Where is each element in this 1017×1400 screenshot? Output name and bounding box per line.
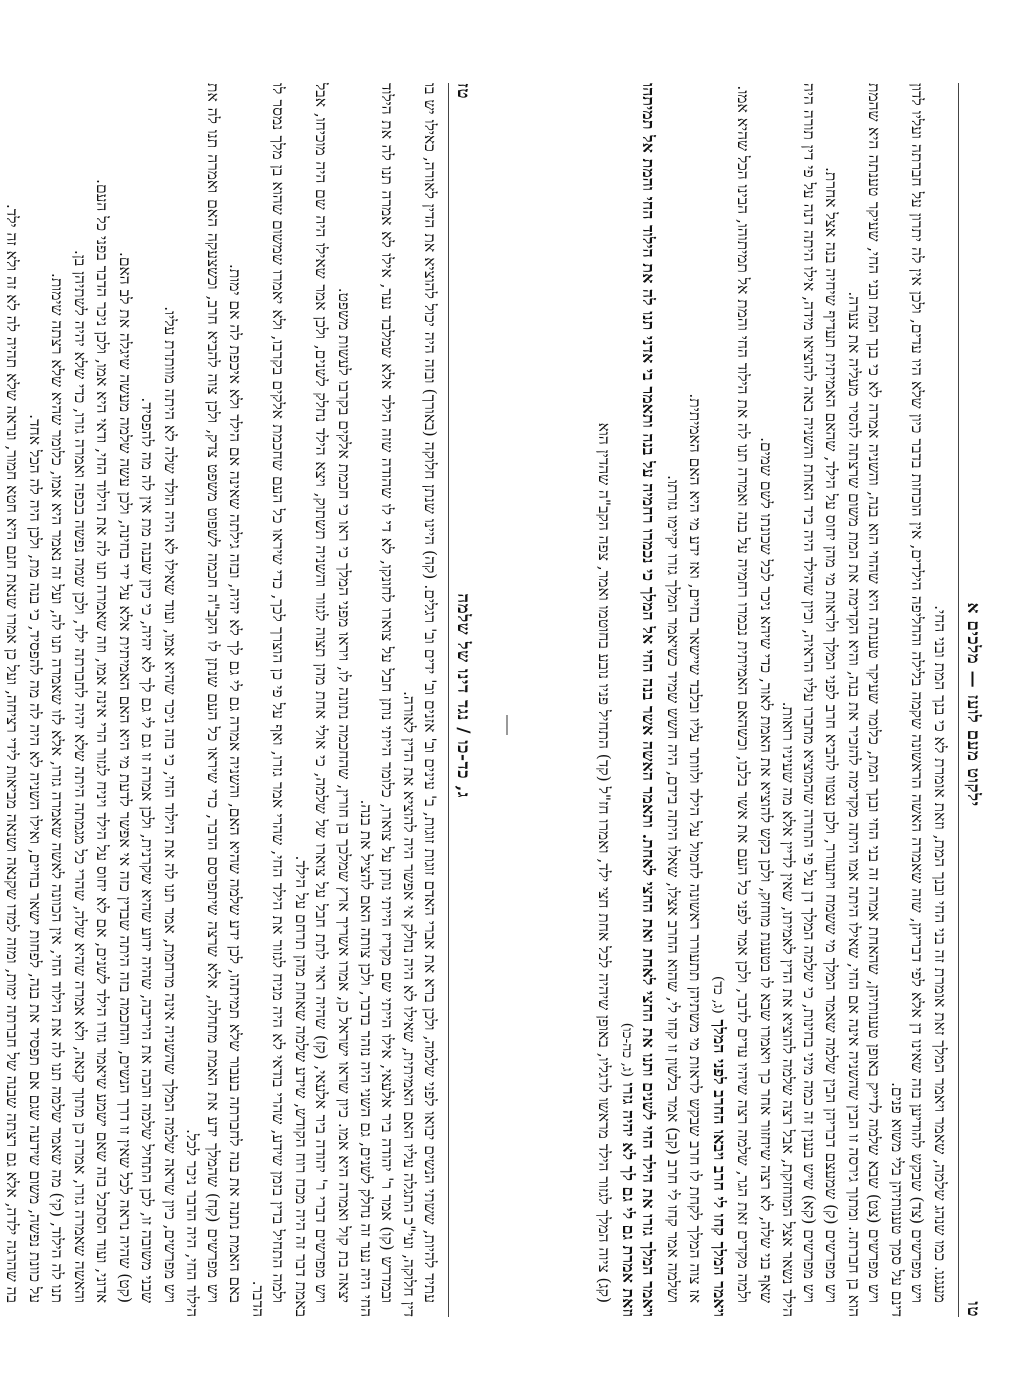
verse-reference: (ג, כד) <box>709 975 726 1014</box>
paragraph: ולמה התחיל בדין בזמן שידע, שהרי בודאי לא היה מניח לגזור את הילד החי, שהרי אמר גזרו, ואף על פי כן הוצרך לכך, כדי שיראו כל העם שחכמת אלקים בקרבו, ולא יאמרו שמשום שהוא בן מלך נמסר לו הדבר. <box>248 83 287 1317</box>
paragraph: ובמדרש (קו) אמר ר' יהודה ביר אלעאי, אילו הייתי שם מקריז הייתי נותן על צוארו, כלומר הייתי נותן חבל על צוארו לחונקו, לא די לו שהודה שזה הילד אלא שמלבד נער, אילו לא אמרה תנו לה את הילוד החי היה נער זה נחלק לשנים, גם השני היה נזהר בדבר, ולכן צותה האם להציל את בנה. <box>357 83 396 1317</box>
paragraph: שבני משובה זו, לכן התחיל שלמה והכה את היריבה, שהיה ידוע שהיא שקרנית, ולכן אמרה זו גם לי גם לך לא יהיה, כי כיון שבנה מת אין לה מה להפסיד. <box>138 397 156 1303</box>
paragraph: ויש מפרשים (צט) שבא שלמה לדייק באופן טענותיהן, שהאחת אמרה זה בני החי ובנך המת, כלומר שעיקר טענתה היא שהחי הוא בנה, והשניה אמרה לא כי בנך המת ובני החי, שעיקר טענתה היא שהמת הוא בן חברתה. ומתוך גירסה זו הבין שהשניה אינה אם החי, שאילו היתה אמו היתה מקדימה להזכיר את בנה, והיא הקדימה את המת משום שרצתה להסיר מעליה את צערה. <box>844 83 883 1317</box>
right-running-head <box>958 83 983 1317</box>
paragraph: (קט) שהיה נראה לכל שאין זו דרך הנשים, והחכמה בזה היתה שבדין כזה אי אפשר לדעת מי היא האם האמיתית אלא על ידי בחינה, ולכן עשה שלמה מעשה שיגלה את לב האם. <box>115 251 134 1303</box>
paragraph: יצאה בת קול ואמרה היא אמו. כיון שראו ישראל כן, אמרו אשריך ארץ שמלכך בן חורין, שהחכמה נתונה לו, ויראו מפני המלך כי ראו כי חכמת אלקים בקרבו לעשות משפט. <box>334 287 353 1303</box>
gutter-mark <box>506 715 508 735</box>
paragraph: אז צוה המלך לקחת לו חרב שבקש לראות מי משתיהן תתעורר ראשונה לחמול על הילד ולוותר עליו ובלבד שיישאר בחיים, ואז ידע מי היא האם האמיתית. <box>686 393 704 1303</box>
left-running-head <box>448 83 473 1317</box>
paragraph: (קג) ציוה המלך לגזור הילד מראשו לרגליו, באופן שיהיה לכל אחת חצי ילד, ואמרו חז"ל (קד) התחיל פניו נובע בחוטמו ואמר, צפה הקב"ה שהדין הוא <box>595 422 613 1303</box>
right-running-title: ילקוט מעם לועז — מלכים א <box>962 602 983 807</box>
verse-text: ויאמר המלך קחו לי חרב ויבאו החרב לפני המלך <box>709 1019 729 1317</box>
paragraph: ויש מפרשים (קא) שיש בענין זה כמה מיני בחינות, כי שלמה המלך דן על פי התורה שהמוציא מחברו עליו הראיה, וכיון שהילד היה ביד האחת והשניה באה להוציאו מידה, אילו היתה דנה על פי דין תורה היה הילד נשאר אצל המוחזקת, אבל רצה שלמה להוציא את הדין לאמיתו, שאין לדיין אלא מה שעיניו רואות. <box>779 83 818 1317</box>
paragraph: ויש מפרשים, כיון שראה שלמה המלך שהשניה אינה מרחמת, אמר תנו לה את הילוד החי, כי בזה ניכר שהיא אמו, ועוד שאילו לא היה הולד שלה לא היתה מוותרת עליו. <box>160 306 179 1303</box>
paragraph: ויש מפרשים (ק) שמעצם דבריהן הבין שלמה שאמר המלך מי ששמח ויתעורר, ולכן נצטוו להביא חרב לפני המלך ולראות מי מהן יחוס על הילד, שהאם האמיתית תעדיף שיחיה בנה אצל אחרת. <box>822 167 840 1303</box>
paragraph: עתיד להיות, ששתי הנשים יבואו לפני שלמה, ולכן ברא את אברי האדם זוגות זוגות, ב' עינים וב' אזנים וב' ידים וב' רגלים. (קה) היינו שנתן חלוקה (באורך) ובזה היה יכול להוציא את הדין לאורה, כאילו יש בו דין חלוקה, ועי"כ התגלה עליו האם האמיתית, שאילו לא היה נחלק אי אפשר היה להוציא את הדין לאורה. <box>400 83 439 1317</box>
paragraph: והאשה שאמרה גזרו, אמרה כן מתוך קנאה, ולא אמרה שהיא שלה, שהרי כל מגמתה היתה שלא יהיה לחברתה ילד, ולכן שמה נפשה בכפה ואמרה גזרו, כדי שלא יהיה לשתיהן בן. <box>70 249 89 1303</box>
paragraph: ויש מפרשים (צד) שבקש להודיען בזה שאינו דן אלא לפי דבריהן, שזה שאמרה האשה הראשונה שקמה בלילה והחליפה הילדים, אין הוכחות בדבר כיון שלא היו עדים, ולכן אין לה יתרון על חברתה ועליו לדון דינם על סמך טענותיהן בלי משוא פנים. <box>887 83 926 1317</box>
paragraph: בה שהרגה ילדה, אלא גם רצתה שבנה של חברתה ימות, ומזה למדו שקנאה ושנאה מביאות לידי רציחה, ועל כן אמרו שנאת חנם היא חטא חמור, ונראה שלא תהיה לה לא זה ולא זה ילד. <box>3 203 21 1303</box>
right-page <box>537 55 997 1345</box>
left-running-title: ג, כד-כו / נגד דינו של שלמה <box>452 593 473 798</box>
paragraph: שאף בני שלה, לא רצה שיחזור אחר כך ויאמרו שבא לו בטענת מוחזק, ולכן בקש להוציא את האמת לאור, כדי שיהא ניכר לכל שכונתו לשם שמים. <box>756 437 775 1303</box>
verse-heading <box>707 83 729 1317</box>
right-page-content <box>537 55 997 1345</box>
paragraph: באם האמת נתנה את בנה לחברתה בעבור שלא תמיתהו, לכן ידע שלמה שהיא האם, והשניה אמרה גם לי גם לך לא יהיה, ובזה גילתה שאינה אם הילד ולא איכפת לה אם ימות. <box>226 263 244 1303</box>
paragraph: ושלמה אמר קחו לי חרב (קב) אמר בלשון זו קחו לי, שהוא החרב אצלו, שאלו היתה בידם, היה חשש שמיד כשיאמר המלך גזרו יקיימו גזרתו. <box>663 475 682 1303</box>
left-page <box>3 55 487 1345</box>
paragraph: אדוני, ועוד הסתכל בזה שאם ישמע שיאמר גזרו הילד לשנים, אם לא יחוס על הילד ויניח לגזור הרי אינה אמו, וזה שאמרה תנו לה את הילוד החי, ודאי היא אמו, ולכן ניכר הדבר בפני כל העם. <box>93 179 111 1303</box>
paragraph: ולמה מקדים זאת הגר, שלמה רצה שיהיו עדים לדבר, ולכן אמר לפני כל העם את אשר בלבו, וכשהאם האמיתית נכמרו רחמיה על בנה ואמרה תנו לה את הילוד החי והמת אל תמיתוהו, הבינו הכל שהיא אמו. <box>734 85 752 1303</box>
left-body-text <box>0 83 440 1317</box>
left-page-content <box>3 55 487 1345</box>
paragraph: מעגנו. כמו שנהג שלמה, שאמר ויאמר המלך זאת אומרת זה בני החי ובנך המת, וזאת אומרת לא כי בנך המת ובני החי. <box>930 605 949 1303</box>
right-body-text <box>592 83 950 1317</box>
verse-reference: (ג, כה-כו) <box>618 1022 635 1078</box>
verse-heading <box>616 83 658 1317</box>
paragraph: תנו לה הילוד, (קי) מה שאמר שלמה תנו לה את הילוד החי, אין הכוונה לאשה שאמרה גזרו, אלא לזו שאמרה תנו לה, ועל זה נאמר היא אמו, כלומר שהיא שלא רצתה שימות. <box>48 272 66 1303</box>
paragraph: על כוונת נפשה, משום שידעה שגם אם תפסיד את בנה, לפחות ישאר בחיים, ואילו השניה לא היה לה מה להפסיד, כי בנה מת, ולכן היה לה הכל אחד. <box>25 414 44 1303</box>
paragraph: ויש מפרשים (קח) שהמלך ידע את האמת מתחלה, אלא שרצה שיתפרסם הדבר, כדי שיראו כל העם שנתן לו הקב"ה חכמה לשפוט משפט צדק, ולכן צוה להביא חרב, וכשצעקה האם ואמרה תנו לה את הילוד החי, היה הדבר ניכר לכל. <box>183 83 222 1317</box>
paragraph: ויש מפרשים דברי ר' יהודה ביר אלעאי, (קז) שהיה ראוי לתת חבל על צוארו של שלמה, כי אולי אחת מהן תצוה לגזור והשניה תשתוק, ויצא הילד נחלק לשנים, ולכן אמר שאילו היה שם היה מוכיחו, אבל באמת דבר זה היה מכח רוח הקודש, שידע שלמה שאחת מהן תרחם על הילד. <box>291 83 330 1317</box>
verse-text: ויאמר המלך גזרו את הילד החי לשנים ותנו את החצי לאחת ואת החצי לאחת. ותאמר האשה אשר בנה החי אל המלך כי נכמרו רחמיה על בנה ותאמר בי אדני תנו לה את הילוד החי והמת אל תמיתהו וזאת אמרת גם לי גם לך לא יהיה גזרו <box>618 83 658 1318</box>
left-page-number: טז <box>452 83 473 100</box>
right-page-number: טו <box>962 1301 983 1317</box>
